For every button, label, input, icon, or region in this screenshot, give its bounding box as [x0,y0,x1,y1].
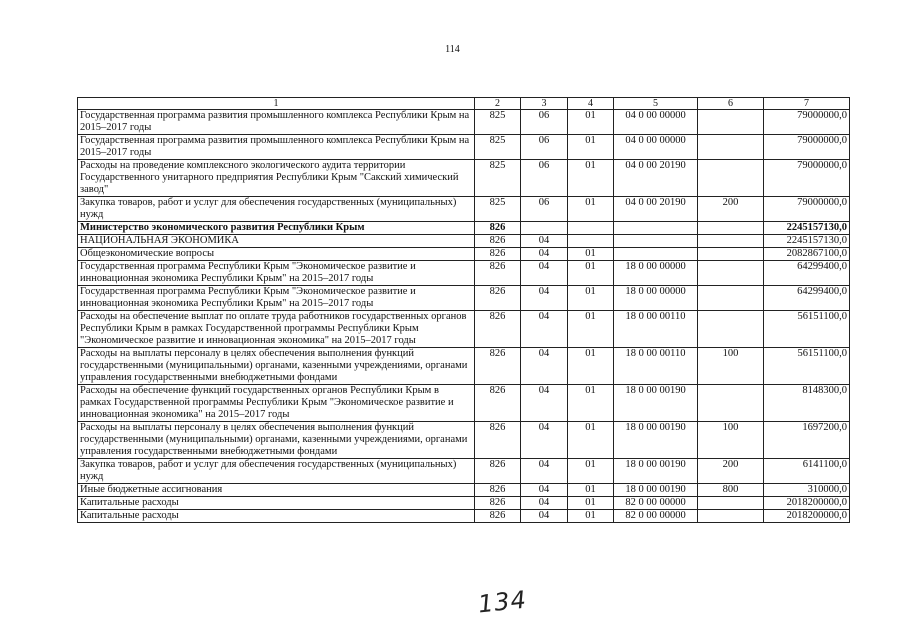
row-sum-cell: 79000000,0 [764,135,850,160]
row-code-cell-6: 200 [698,197,764,222]
row-code-cell-4: 01 [568,197,614,222]
row-code-cell-4: 01 [568,484,614,497]
row-code-cell-4: 01 [568,286,614,311]
row-sum-cell: 64299400,0 [764,286,850,311]
row-code-cell-4: 01 [568,422,614,459]
row-code-cell-5: 04 0 00 00000 [614,135,698,160]
column-header-2: 2 [475,98,521,110]
row-code-cell-3: 04 [521,286,568,311]
row-code-cell-2: 826 [475,222,521,235]
row-code-cell-6: 100 [698,422,764,459]
row-name-cell: Государственная программа развития промышленного комплекса Республики Крым на 2015–2017 годы [78,135,475,160]
row-code-cell-6 [698,248,764,261]
row-code-cell-6 [698,235,764,248]
row-code-cell-3: 06 [521,160,568,197]
row-name-cell: Расходы на выплаты персоналу в целях обеспечения выполнения функций государственными (муниципальными) органами, казенными учреждениями, органами управления государственными внебюджетными фондами [78,348,475,385]
row-code-cell-3: 06 [521,197,568,222]
row-sum-cell: 56151100,0 [764,311,850,348]
table-body [78,110,850,523]
row-code-cell-2: 826 [475,248,521,261]
row-name-cell: НАЦИОНАЛЬНАЯ ЭКОНОМИКА [78,235,475,248]
table-row [78,385,850,422]
row-code-cell-5: 04 0 00 20190 [614,160,698,197]
row-code-cell-6 [698,261,764,286]
row-code-cell-4: 01 [568,510,614,523]
row-code-cell-3: 04 [521,422,568,459]
table-row [78,222,850,235]
row-name-cell: Общеэкономические вопросы [78,248,475,261]
row-code-cell-2: 826 [475,497,521,510]
row-code-cell-5: 04 0 00 20190 [614,197,698,222]
row-code-cell-2: 826 [475,459,521,484]
row-code-cell-2: 825 [475,110,521,135]
row-code-cell-5: 18 0 00 00190 [614,422,698,459]
row-code-cell-6 [698,222,764,235]
row-code-cell-3: 04 [521,311,568,348]
row-name-cell: Закупка товаров, работ и услуг для обеспечения государственных (муниципальных) нужд [78,459,475,484]
table-row [78,160,850,197]
table-row [78,510,850,523]
row-code-cell-2: 826 [475,484,521,497]
row-name-cell: Министерство экономического развития Республики Крым [78,222,475,235]
row-name-cell: Расходы на выплаты персоналу в целях обеспечения выполнения функций государственными (муниципальными) органами, казенными учреждениями, органами управления государственными внебюджетными фондами [78,422,475,459]
table-row [78,135,850,160]
column-header-6: 6 [698,98,764,110]
row-code-cell-3: 04 [521,261,568,286]
row-sum-cell: 1697200,0 [764,422,850,459]
row-code-cell-6 [698,385,764,422]
row-code-cell-5: 82 0 00 00000 [614,510,698,523]
row-sum-cell: 79000000,0 [764,160,850,197]
row-code-cell-3: 06 [521,135,568,160]
row-code-cell-3: 04 [521,348,568,385]
row-code-cell-2: 826 [475,422,521,459]
row-sum-cell: 310000,0 [764,484,850,497]
row-code-cell-5: 18 0 00 00000 [614,261,698,286]
row-code-cell-5: 18 0 00 00110 [614,348,698,385]
row-code-cell-2: 826 [475,235,521,248]
column-header-5: 5 [614,98,698,110]
column-header-7: 7 [764,98,850,110]
row-sum-cell: 79000000,0 [764,197,850,222]
row-name-cell: Расходы на проведение комплексного экологического аудита территории Государственного унитарного предприятия Республики Крым "Сакский химический завод" [78,160,475,197]
table-row [78,235,850,248]
row-sum-cell: 79000000,0 [764,110,850,135]
row-code-cell-2: 826 [475,348,521,385]
row-code-cell-5 [614,248,698,261]
row-sum-cell: 64299400,0 [764,261,850,286]
row-code-cell-2: 825 [475,135,521,160]
budget-table [77,97,850,523]
table-row [78,497,850,510]
table-row [78,484,850,497]
row-name-cell: Капитальные расходы [78,510,475,523]
row-code-cell-5: 18 0 00 00190 [614,484,698,497]
row-code-cell-4 [568,235,614,248]
row-code-cell-6 [698,135,764,160]
row-code-cell-5 [614,235,698,248]
column-header-1: 1 [78,98,475,110]
row-code-cell-2: 826 [475,510,521,523]
row-sum-cell: 56151100,0 [764,348,850,385]
row-name-cell: Расходы на обеспечение функций государственных органов Республики Крым в рамках Государственной программы Республики Крым "Экономическое развитие и инновационная экономика" на 2015–2017 годы [78,385,475,422]
row-code-cell-3: 04 [521,248,568,261]
row-code-cell-3: 04 [521,484,568,497]
row-code-cell-2: 826 [475,385,521,422]
row-code-cell-5: 04 0 00 00000 [614,110,698,135]
row-code-cell-4: 01 [568,348,614,385]
row-code-cell-5: 18 0 00 00190 [614,385,698,422]
row-code-cell-4: 01 [568,248,614,261]
row-code-cell-6: 200 [698,459,764,484]
row-code-cell-6 [698,311,764,348]
column-header-3: 3 [521,98,568,110]
table-row [78,422,850,459]
handwritten-page-mark: 134 [476,585,529,619]
row-name-cell: Расходы на обеспечение выплат по оплате труда работников государственных органов Республики Крым в рамках Государственной программы Республики Крым "Экономическое развитие и инновационная экономика" на 2015–2017 годы [78,311,475,348]
row-code-cell-4: 01 [568,261,614,286]
row-code-cell-4: 01 [568,135,614,160]
row-name-cell: Иные бюджетные ассигнования [78,484,475,497]
row-sum-cell: 2245157130,0 [764,235,850,248]
row-sum-cell: 2018200000,0 [764,497,850,510]
row-code-cell-5 [614,222,698,235]
table-header-row [78,98,850,110]
row-code-cell-4: 01 [568,311,614,348]
page-number: 114 [445,44,460,55]
row-name-cell: Капитальные расходы [78,497,475,510]
row-sum-cell: 6141100,0 [764,459,850,484]
table-row [78,286,850,311]
row-code-cell-6 [698,160,764,197]
row-sum-cell: 2245157130,0 [764,222,850,235]
row-code-cell-5: 18 0 00 00000 [614,286,698,311]
table-row [78,459,850,484]
row-code-cell-5: 18 0 00 00190 [614,459,698,484]
row-code-cell-4: 01 [568,110,614,135]
table-row [78,248,850,261]
column-header-4: 4 [568,98,614,110]
row-sum-cell: 2082867100,0 [764,248,850,261]
row-name-cell: Государственная программа Республики Крым "Экономическое развитие и инновационная экономика Республики Крым" на 2015–2017 годы [78,286,475,311]
row-code-cell-6 [698,497,764,510]
row-code-cell-6 [698,286,764,311]
row-code-cell-2: 825 [475,160,521,197]
row-code-cell-5: 18 0 00 00110 [614,311,698,348]
table-row [78,348,850,385]
row-code-cell-2: 826 [475,261,521,286]
table-row [78,261,850,286]
row-code-cell-3: 04 [521,385,568,422]
row-code-cell-4: 01 [568,497,614,510]
row-code-cell-3: 04 [521,235,568,248]
row-code-cell-2: 826 [475,311,521,348]
row-code-cell-4: 01 [568,459,614,484]
row-code-cell-2: 825 [475,197,521,222]
row-code-cell-4 [568,222,614,235]
row-sum-cell: 2018200000,0 [764,510,850,523]
table-row [78,311,850,348]
row-code-cell-4: 01 [568,385,614,422]
row-name-cell: Государственная программа Республики Крым "Экономическое развитие и инновационная экономика Республики Крым" на 2015–2017 годы [78,261,475,286]
row-code-cell-4: 01 [568,160,614,197]
row-code-cell-3: 04 [521,459,568,484]
row-code-cell-5: 82 0 00 00000 [614,497,698,510]
row-sum-cell: 8148300,0 [764,385,850,422]
row-name-cell: Закупка товаров, работ и услуг для обеспечения государственных (муниципальных) нужд [78,197,475,222]
table-row [78,110,850,135]
row-code-cell-6: 100 [698,348,764,385]
row-code-cell-3: 06 [521,110,568,135]
row-code-cell-6 [698,110,764,135]
row-code-cell-6 [698,510,764,523]
row-code-cell-2: 826 [475,286,521,311]
row-code-cell-3: 04 [521,510,568,523]
row-name-cell: Государственная программа развития промышленного комплекса Республики Крым на 2015–2017 годы [78,110,475,135]
row-code-cell-3: 04 [521,497,568,510]
row-code-cell-3 [521,222,568,235]
table-row [78,197,850,222]
row-code-cell-6: 800 [698,484,764,497]
